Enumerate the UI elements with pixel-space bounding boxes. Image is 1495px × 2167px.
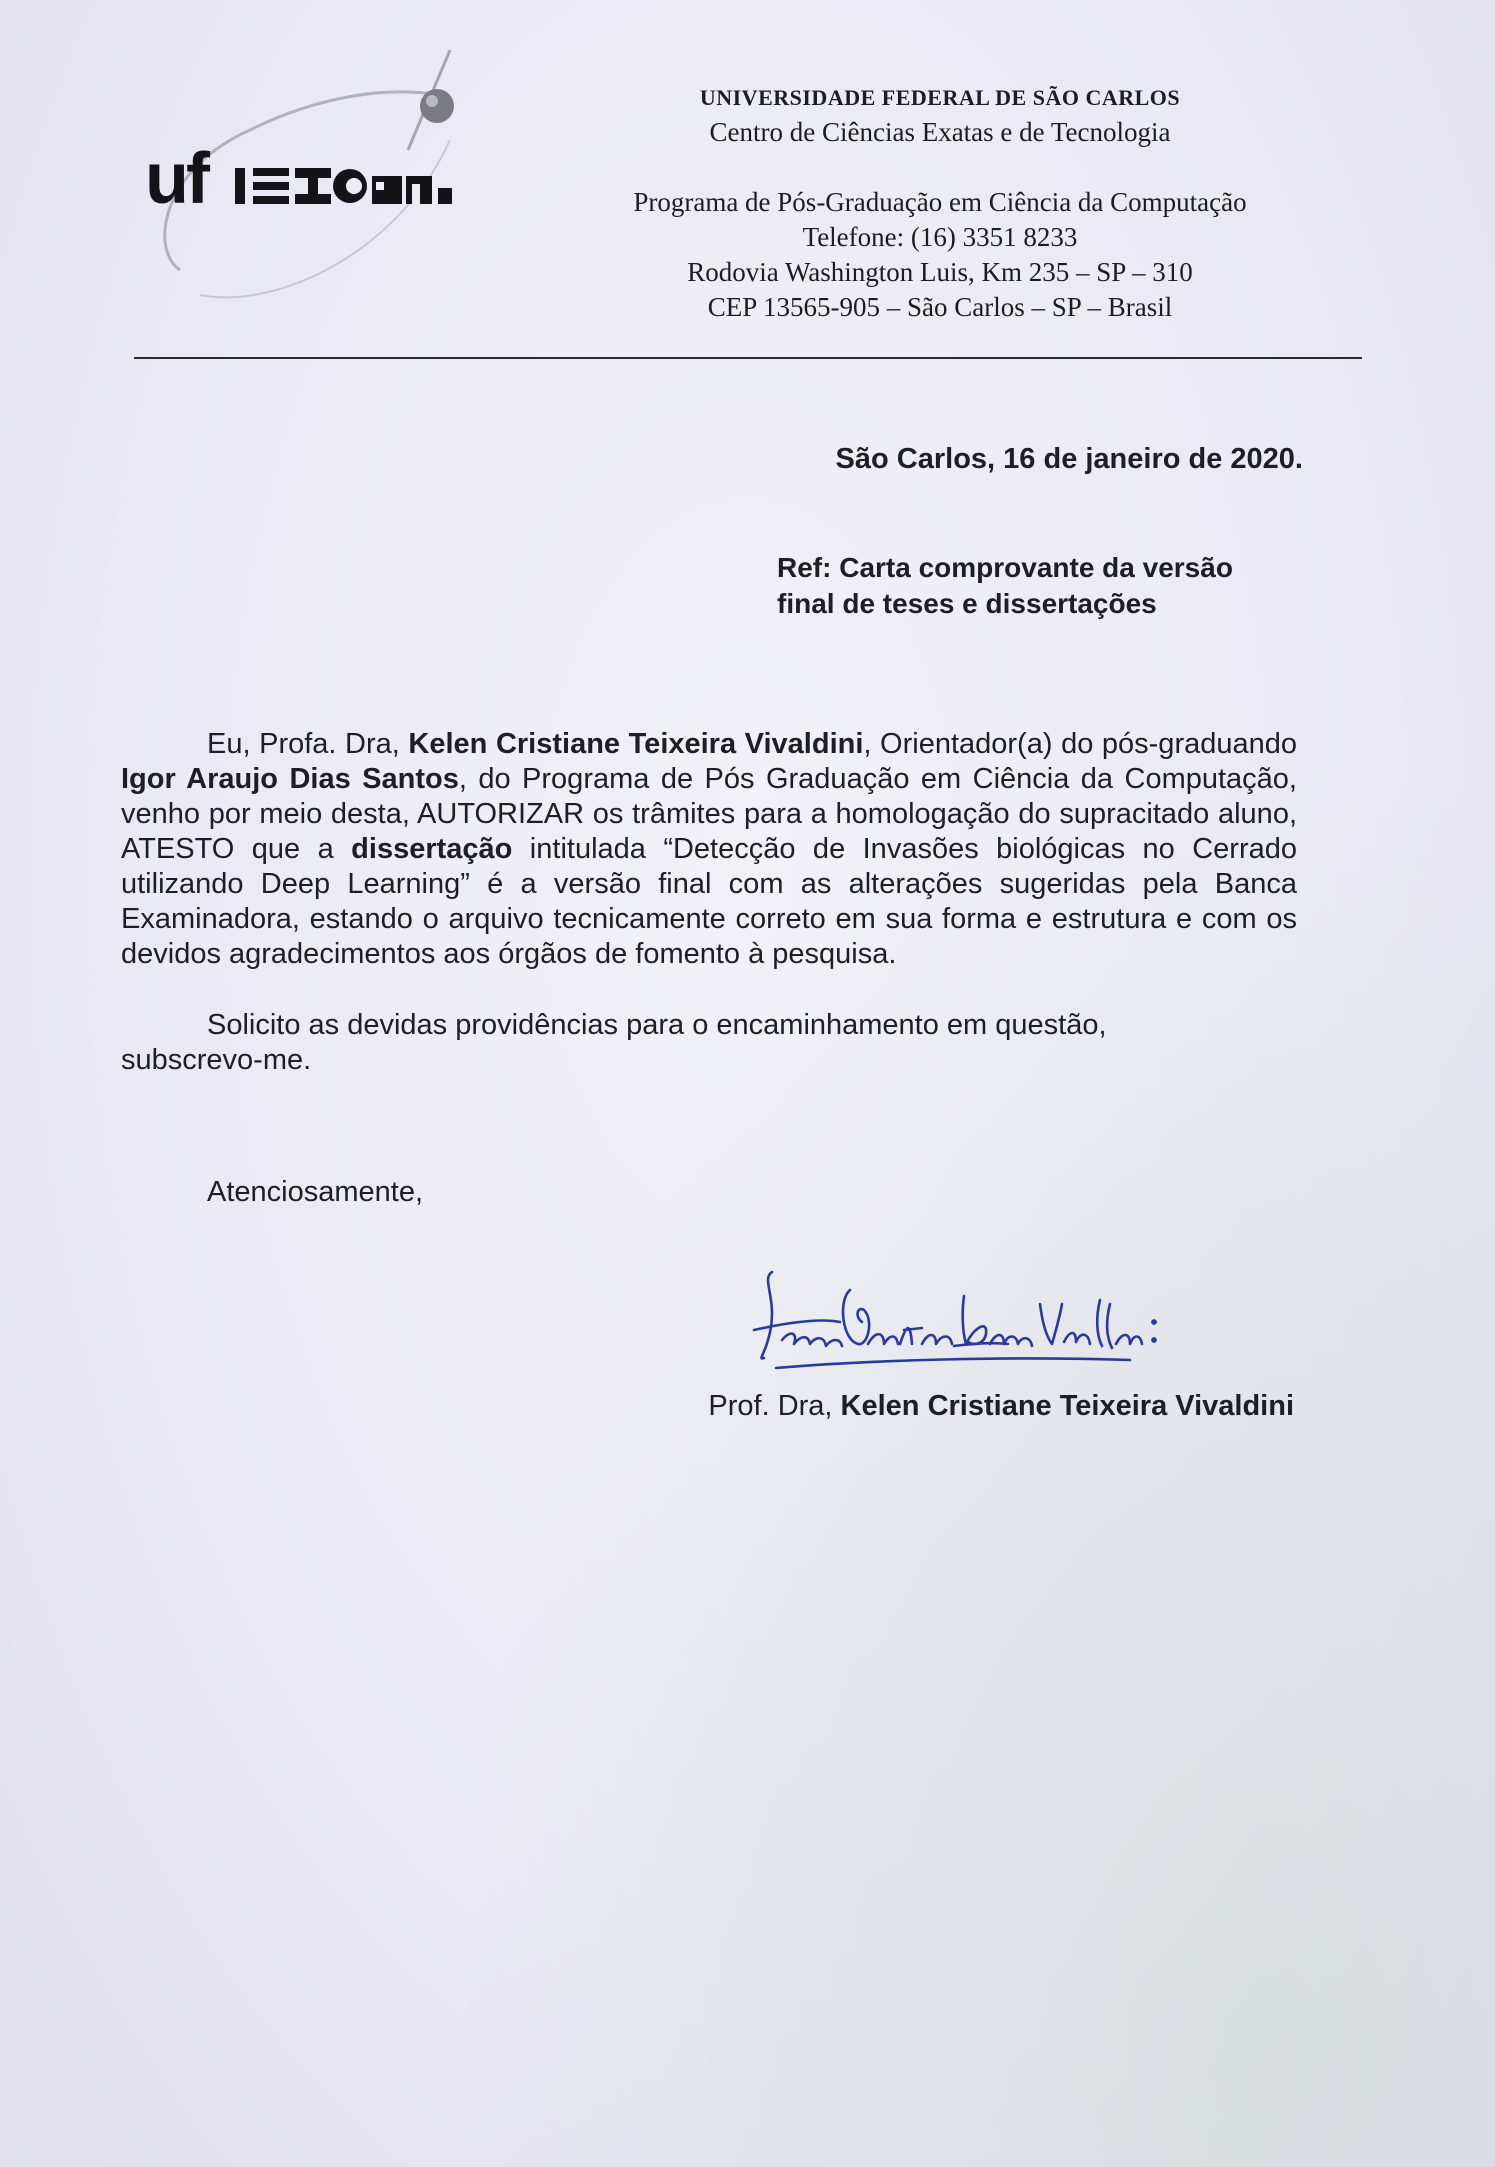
request-line-2: subscrevo-me. — [121, 1044, 312, 1076]
logo-text: uf — [145, 139, 207, 219]
ufscar-logo-icon — [140, 50, 490, 310]
signer-title: Prof. Dra, — [708, 1390, 841, 1422]
phone-line: Telefone: (16) 3351 8233 — [802, 222, 1078, 252]
address-line: Rodovia Washington Luis, Km 235 – SP – 310 — [687, 257, 1193, 287]
signer-name: Kelen Cristiane Teixeira Vivaldini — [840, 1390, 1294, 1422]
cep-line: CEP 13565-905 – São Carlos – SP – Brasil — [707, 292, 1173, 322]
request-line-1: Solicito as devidas providências para o encaminhamento em questão, — [207, 1009, 1107, 1041]
reference-line-2: final de teses e dissertações — [777, 588, 1157, 619]
paragraph-text: , Orientador(a) do pós-graduando — [863, 728, 1297, 760]
advisor-name: Kelen Cristiane Teixeira Vivaldini — [408, 728, 864, 760]
letter-date: São Carlos, 16 de janeiro de 2020. — [835, 443, 1303, 475]
institution-header — [560, 80, 1320, 325]
request-paragraph — [121, 1008, 1297, 1078]
signer-line — [708, 1390, 1294, 1423]
handwritten-signature — [750, 1260, 1190, 1390]
program-name: Programa de Pós-Graduação em Ciência da Computação — [633, 187, 1247, 217]
header-divider — [134, 357, 1362, 359]
main-paragraph — [121, 727, 1297, 972]
closing-salutation: Atenciosamente, — [207, 1176, 424, 1208]
center-name: Centro de Ciências Exatas e de Tecnologia — [709, 117, 1171, 147]
paragraph-text: , do Programa de Pós Graduação em Ciência da Computação, venho por meio desta, AUTORIZAR os trâmites para a homologação do supracitado aluno, ATESTO que a — [121, 763, 1297, 865]
reference-block — [777, 550, 1337, 622]
student-name: Igor Araujo Dias Santos — [121, 763, 459, 795]
paragraph-text: Eu, Profa. Dra, — [207, 728, 409, 760]
university-name: UNIVERSIDADE FEDERAL DE SÃO CARLOS — [699, 85, 1181, 110]
reference-line-1: Ref: Carta comprovante da versão — [777, 552, 1233, 583]
paragraph-text: intitulada “Detecção de Invasões biológicas no Cerrado utilizando Deep Learning” é a versão final com as alterações sugeridas pela Banca Examinadora, estando o arquivo tecnicamente correto em sua forma e estrutura e com os devidos agradecimentos aos órgãos de fomento à pesquisa. — [121, 833, 1298, 970]
document-type: dissertação — [351, 833, 513, 865]
